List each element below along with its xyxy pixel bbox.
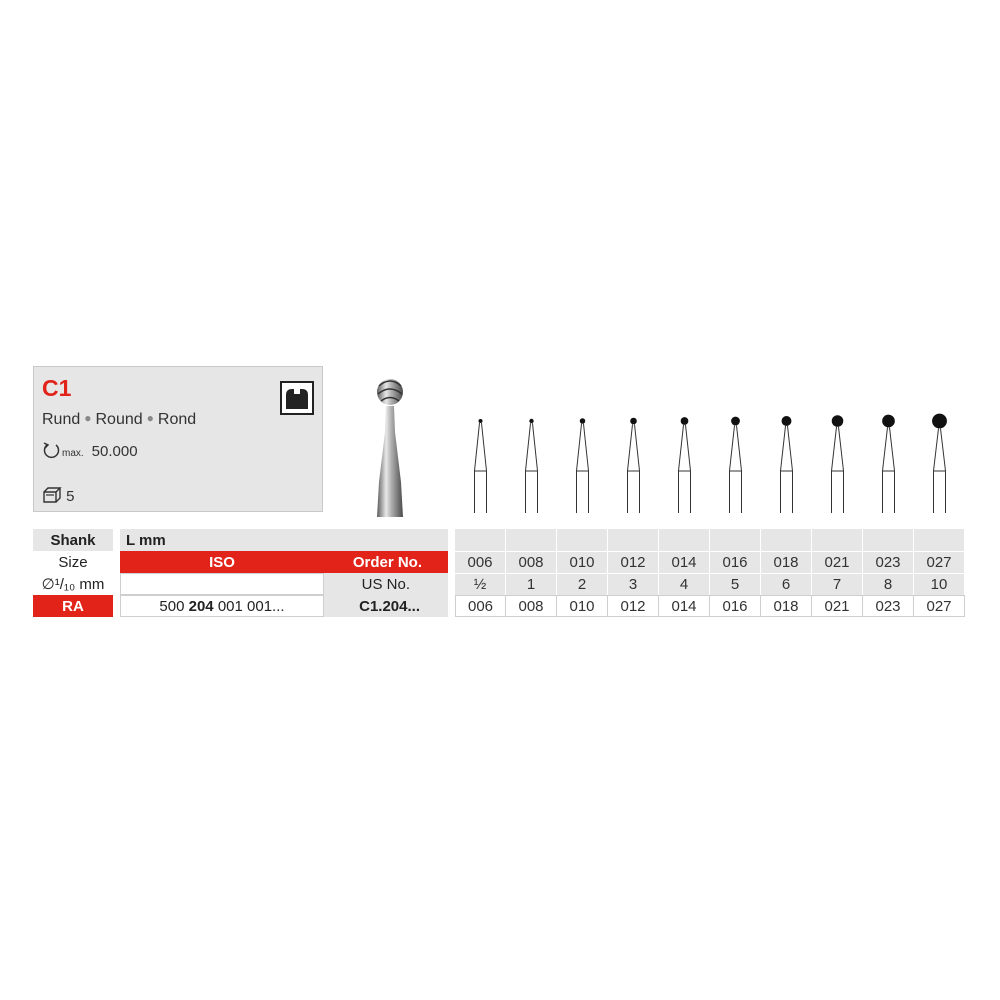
pack-quantity-row [42,487,75,505]
iso-number [120,595,324,617]
size-header-cell [557,529,608,551]
shank-type-ra: RA [33,595,113,617]
size-us-cell: 6 [761,573,812,595]
iso-number-prefix: 500 [159,597,185,615]
size-order-cell: 018 [761,595,812,617]
size-size-cell: 023 [863,551,914,573]
size-order-cell: 014 [659,595,710,617]
bur-014 [679,417,691,513]
size-size-cell: 010 [557,551,608,573]
size-header-cell [608,529,659,551]
size-header-cell [914,529,965,551]
iso-header: ISO [120,551,324,573]
size-size-cell: 014 [659,551,710,573]
size-size-cell: 012 [608,551,659,573]
size-size-cell: 008 [506,551,557,573]
package-icon [42,487,62,503]
size-order-cell: 016 [710,595,761,617]
order-no-header: Order No. [324,551,448,573]
bur-006 [475,419,487,513]
size-us-cell: ½ [455,573,506,595]
bur-size-drawings [455,405,965,515]
lmm-header: L mm [120,529,448,551]
size-us-cell: 10 [914,573,965,595]
large-bur-illustration [365,372,415,517]
size-order-cell: 010 [557,595,608,617]
product-names [42,411,196,429]
bur-021 [832,415,844,513]
shank-header: Shank [33,529,113,551]
max-speed-row [42,441,138,460]
iso-number-suffix: 001 001... [217,597,285,615]
size-order-cell: 012 [608,595,659,617]
max-label: max. [62,448,84,459]
pack-quantity: 5 [66,488,75,505]
separator-dot: ● [84,411,92,425]
size-us-cell: 3 [608,573,659,595]
size-order-cell: 006 [455,595,506,617]
product-code: C1 [42,375,72,401]
max-speed-value: 50.000 [91,443,138,460]
bur-010 [577,418,589,513]
us-no-label: US No. [324,573,448,595]
bur-016 [730,417,742,513]
diameter-label: ∅¹/₁₀ mm [41,576,105,593]
size-header-cell [455,529,506,551]
size-header-cell [710,529,761,551]
size-order-cell: 027 [914,595,965,617]
bur-018 [781,416,793,513]
size-us-cell: 7 [812,573,863,595]
size-size-cell: 027 [914,551,965,573]
size-size-cell: 016 [710,551,761,573]
size-header-cell [863,529,914,551]
name-de: Rund [42,411,81,428]
size-size-cell: 021 [812,551,863,573]
bur-027 [932,414,947,513]
order-number: C1.204... [324,595,448,617]
tungsten-carbide-cutter-icon [280,381,314,415]
name-fr: Rond [157,411,197,428]
name-en: Round [95,411,143,428]
iso-empty-cell [120,573,324,595]
size-header-cell [659,529,710,551]
size-size-cell: 018 [761,551,812,573]
product-info-box [33,366,323,512]
iso-number-shape: 204 [188,597,214,615]
size-order-cell: 021 [812,595,863,617]
size-us-cell: 1 [506,573,557,595]
bur-008 [526,419,538,513]
rotation-icon [42,441,62,459]
size-header-cell [506,529,557,551]
size-us-cell: 2 [557,573,608,595]
separator-dot: ● [146,411,154,425]
size-us-cell: 8 [863,573,914,595]
size-header-cell [812,529,863,551]
size-size-cell: 006 [455,551,506,573]
size-order-cell: 023 [863,595,914,617]
size-label: Size [58,553,88,571]
size-header-cell [761,529,812,551]
bur-012 [628,418,640,513]
size-us-cell: 4 [659,573,710,595]
bur-023 [882,415,895,513]
size-order-cell: 008 [506,595,557,617]
size-us-cell: 5 [710,573,761,595]
